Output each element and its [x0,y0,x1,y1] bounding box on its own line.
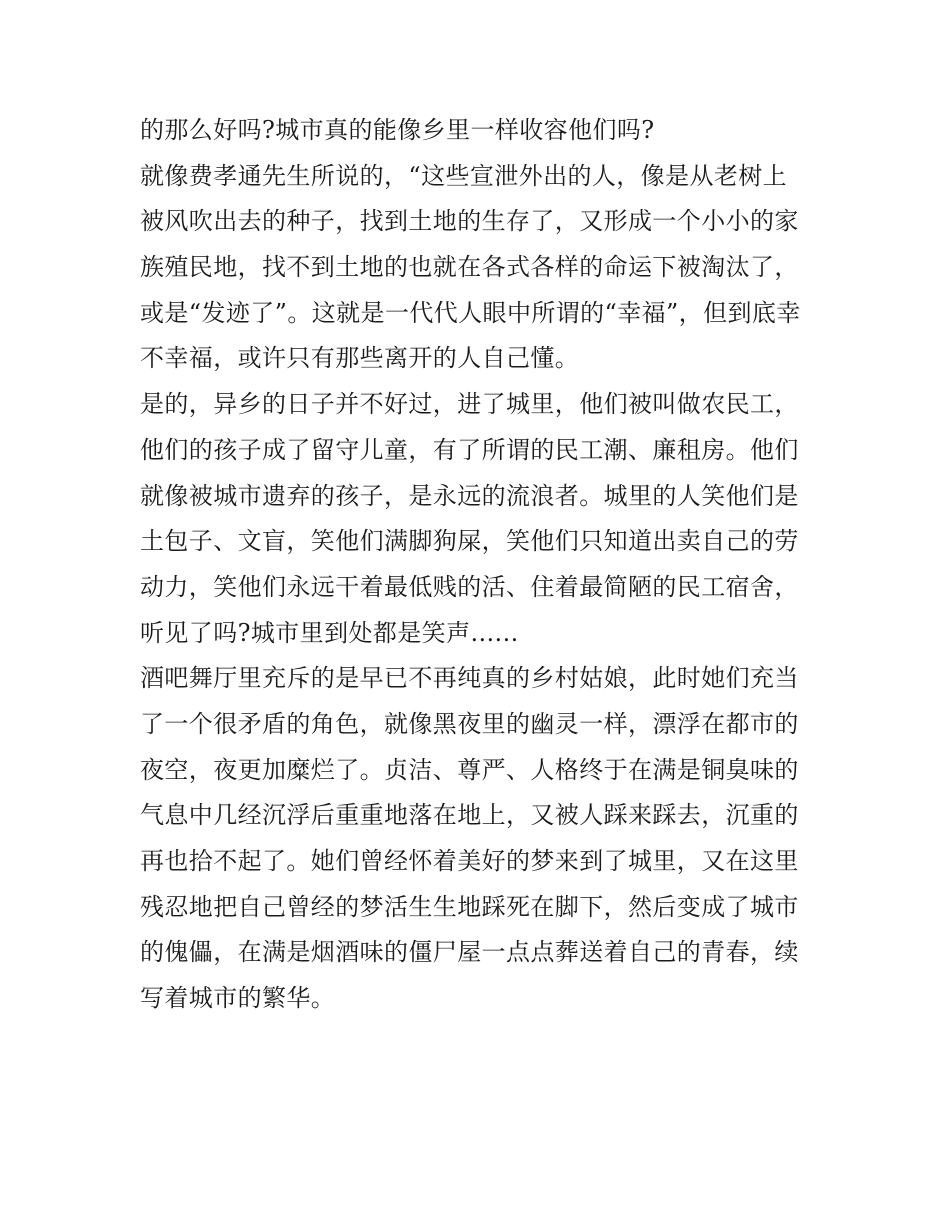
text-line: 不幸福，或许只有那些离开的人自己懂。 [140,344,580,373]
body-text [140,108,820,1022]
text-line: 的那么好吗?城市真的能像乡里一样收容他们吗? [140,116,655,144]
text-line: 气息中几经沉浮后重重地落在地上，又被人踩来踩去，沉重的 [140,801,799,830]
text-line: 动力，笑他们永远干着最低贱的活、住着最简陋的民工宿舍， [140,572,799,601]
text-line: 残忍地把自己曾经的梦活生生地踩死在脚下，然后变成了城市 [140,892,799,921]
text-line: 了一个很矛盾的角色，就像黑夜里的幽灵一样，漂浮在都市的 [140,709,799,738]
text-line: 族殖民地，找不到土地的也就在各式各样的命运下被淘汰了， [140,253,799,282]
text-line: 夜空，夜更加糜烂了。贞洁、尊严、人格终于在满是铜臭味的 [140,755,799,784]
text-line: 就像费孝通先生所说的，“这些宣泄外出的人，像是从老树上 [140,161,788,190]
text-line: 他们的孩子成了留守儿童，有了所谓的民工潮、廉租房。他们 [140,435,799,464]
text-line: 土包子、文盲，笑他们满脚狗屎，笑他们只知道出卖自己的劳 [140,527,799,556]
text-line: 再也拾不起了。她们曾经怀着美好的梦来到了城里，又在这里 [140,847,799,875]
text-line: 写着城市的繁华。 [140,984,336,1013]
text-line: 是的，异乡的日子并不好过，进了城里，他们被叫做农民工， [140,390,799,419]
text-line: 被风吹出去的种子，找到土地的生存了，又形成一个小小的家 [140,207,799,236]
text-line: 就像被城市遗弃的孩子，是永远的流浪者。城里的人笑他们是 [140,481,799,510]
text-line: 的傀儡，在满是烟酒味的僵尸屋一点点葬送着自己的青春，续 [140,938,799,967]
text-line: 或是“发迹了”。这就是一代代人眼中所谓的“幸福”，但到底幸 [140,298,801,327]
text-line: 酒吧舞厅里充斥的是早已不再纯真的乡村姑娘，此时她们充当 [140,664,799,693]
text-line: 听见了吗?城市里到处都是笑声...... [140,618,519,647]
